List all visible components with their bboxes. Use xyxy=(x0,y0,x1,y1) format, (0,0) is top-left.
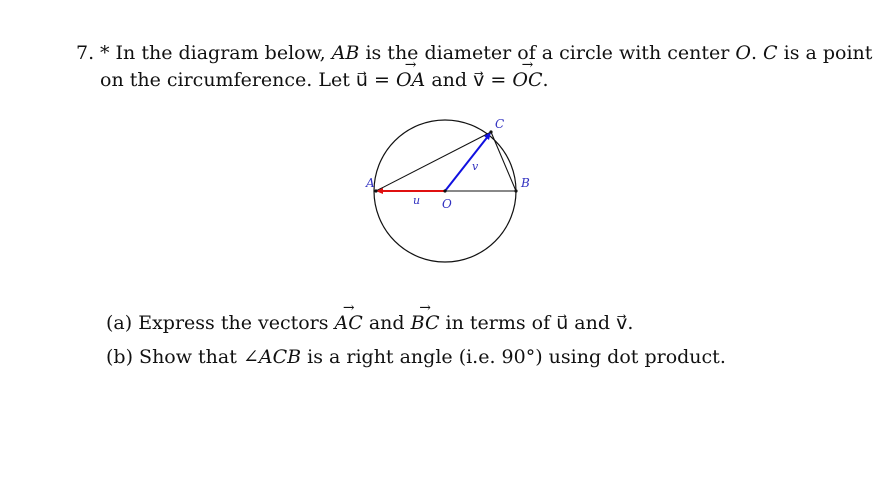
label-c: C xyxy=(495,117,505,131)
point-o-dot xyxy=(443,189,446,192)
text-fragment: in terms of xyxy=(445,312,551,334)
label-v: v xyxy=(472,160,479,173)
text-fragment: . xyxy=(750,42,764,64)
point-c-dot xyxy=(489,130,492,133)
label-a: A xyxy=(366,176,375,190)
text-fragment: is a point xyxy=(783,42,873,64)
text-fragment: Express the vectors xyxy=(138,312,329,334)
part-b-label: (b) xyxy=(106,346,133,368)
equals-sign: = xyxy=(374,69,390,91)
point-b-dot xyxy=(514,189,517,192)
vector-oa: → OA xyxy=(396,67,425,94)
vector-bc: → BC xyxy=(411,306,440,340)
part-b xyxy=(106,340,726,374)
point-a-dot xyxy=(374,189,377,192)
label-o: O xyxy=(442,197,452,211)
label-b: B xyxy=(521,176,530,190)
text-fragment: and xyxy=(368,312,405,334)
question-parts xyxy=(106,306,726,374)
part-a xyxy=(106,306,726,340)
text-fragment: on the circumference. Let xyxy=(100,69,350,91)
text-fragment: and xyxy=(574,312,611,334)
point-c: C xyxy=(763,42,778,64)
text-fragment: In the diagram below, xyxy=(115,42,326,64)
problem-line-2 xyxy=(100,67,549,94)
center-o: O xyxy=(735,42,751,64)
vector-u-symbol: u⃗ xyxy=(556,312,569,334)
label-u: u xyxy=(413,194,421,207)
vector-ac: → AC xyxy=(335,306,363,340)
period: . xyxy=(542,69,549,91)
chord-bc xyxy=(491,132,516,191)
equals-sign: = xyxy=(490,69,507,91)
vector-v-symbol: v⃗ xyxy=(473,69,485,91)
vector-v-line xyxy=(445,135,489,191)
segment-ab: AB xyxy=(331,42,360,64)
problem-line-1 xyxy=(100,40,872,67)
period: . xyxy=(627,312,634,334)
part-a-label: (a) xyxy=(106,312,133,334)
text-fragment: is the diameter of a circle with center xyxy=(365,42,730,64)
star-marker: * xyxy=(100,42,110,64)
text-fragment: and xyxy=(431,69,468,91)
vector-oc: → OC xyxy=(512,67,542,94)
vector-v-symbol: v⃗ xyxy=(616,312,628,334)
text-fragment: Show that xyxy=(139,346,237,368)
circle-diagram xyxy=(355,112,535,292)
angle-acb: ∠ACB xyxy=(242,346,302,368)
problem-number: 7. xyxy=(76,42,95,64)
text-fragment: is a right angle (i.e. 90°) using dot product. xyxy=(307,346,726,368)
vector-u-symbol: u⃗ xyxy=(355,69,368,91)
